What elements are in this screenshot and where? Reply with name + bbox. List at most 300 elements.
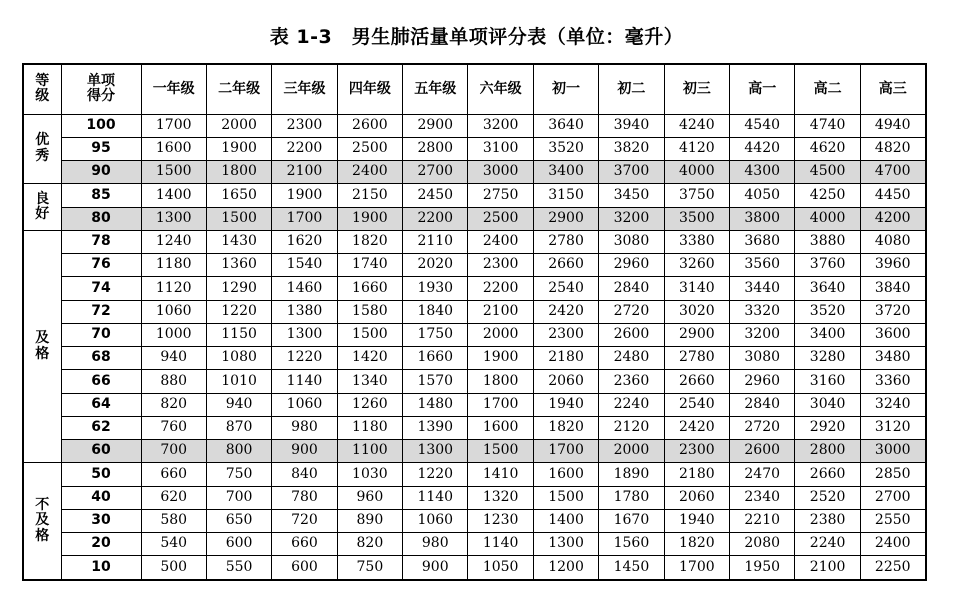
value-cell: 1140 [403, 486, 468, 509]
value-cell: 2180 [664, 463, 729, 486]
value-cell: 1010 [206, 370, 271, 393]
value-cell: 1930 [403, 277, 468, 300]
value-cell: 720 [272, 509, 337, 532]
value-cell: 1750 [403, 323, 468, 346]
value-cell: 1660 [403, 347, 468, 370]
value-cell: 2000 [206, 114, 271, 137]
grade-label-char: 格 [35, 527, 50, 544]
value-cell: 2720 [730, 416, 795, 439]
value-cell: 1200 [533, 556, 598, 580]
grade-label-char: 良 [35, 190, 50, 207]
value-cell: 3750 [664, 184, 729, 207]
grade-label [23, 114, 61, 184]
value-cell: 1150 [206, 323, 271, 346]
value-cell: 620 [141, 486, 206, 509]
value-cell: 2300 [272, 114, 337, 137]
value-cell: 2250 [860, 556, 925, 580]
value-cell: 2200 [403, 207, 468, 230]
value-cell: 3200 [730, 323, 795, 346]
value-cell: 3960 [860, 254, 925, 277]
value-cell: 2100 [795, 556, 860, 580]
value-cell: 2660 [533, 254, 598, 277]
value-cell: 2600 [337, 114, 402, 137]
value-cell: 2180 [533, 347, 598, 370]
value-cell: 2110 [403, 230, 468, 253]
value-cell: 3640 [533, 114, 598, 137]
header-column: 二年级 [206, 64, 271, 114]
value-cell: 1700 [141, 114, 206, 137]
value-cell: 2300 [664, 440, 729, 463]
value-cell: 2500 [337, 137, 402, 160]
value-cell: 1940 [533, 393, 598, 416]
value-cell: 2660 [664, 370, 729, 393]
table-row [23, 463, 926, 486]
value-cell: 1380 [272, 300, 337, 323]
table-row [23, 137, 926, 160]
value-cell: 1900 [337, 207, 402, 230]
score-cell: 95 [61, 137, 141, 160]
value-cell: 2750 [468, 184, 533, 207]
table-row [23, 416, 926, 439]
value-cell: 2420 [533, 300, 598, 323]
value-cell: 1180 [141, 254, 206, 277]
header-grade [23, 64, 61, 114]
value-cell: 1560 [599, 533, 664, 556]
value-cell: 1700 [664, 556, 729, 580]
value-cell: 840 [272, 463, 337, 486]
value-cell: 3840 [860, 277, 925, 300]
value-cell: 540 [141, 533, 206, 556]
value-cell: 2240 [795, 533, 860, 556]
score-cell: 10 [61, 556, 141, 580]
value-cell: 3400 [795, 323, 860, 346]
header-score [61, 64, 141, 114]
value-cell: 1820 [337, 230, 402, 253]
value-cell: 3020 [664, 300, 729, 323]
value-cell: 660 [141, 463, 206, 486]
value-cell: 700 [206, 486, 271, 509]
score-cell: 80 [61, 207, 141, 230]
value-cell: 960 [337, 486, 402, 509]
value-cell: 1950 [730, 556, 795, 580]
value-cell: 2900 [403, 114, 468, 137]
value-cell: 1570 [403, 370, 468, 393]
value-cell: 4250 [795, 184, 860, 207]
value-cell: 1360 [206, 254, 271, 277]
value-cell: 2600 [730, 440, 795, 463]
score-cell: 100 [61, 114, 141, 137]
value-cell: 3760 [795, 254, 860, 277]
value-cell: 4120 [664, 137, 729, 160]
value-cell: 2380 [795, 509, 860, 532]
value-cell: 1460 [272, 277, 337, 300]
value-cell: 700 [141, 440, 206, 463]
value-cell: 2000 [468, 323, 533, 346]
value-cell: 2550 [860, 509, 925, 532]
value-cell: 4940 [860, 114, 925, 137]
value-cell: 1700 [272, 207, 337, 230]
grade-label-char: 及 [35, 512, 50, 529]
page-title: 表 1-3 男生肺活量单项评分表（单位：毫升） [269, 26, 684, 48]
header-score-line: 单项 [87, 72, 115, 89]
value-cell: 2400 [468, 230, 533, 253]
value-cell: 1740 [337, 254, 402, 277]
value-cell: 760 [141, 416, 206, 439]
value-cell: 2450 [403, 184, 468, 207]
score-cell: 85 [61, 184, 141, 207]
value-cell: 880 [141, 370, 206, 393]
value-cell: 1410 [468, 463, 533, 486]
value-cell: 3000 [860, 440, 925, 463]
value-cell: 2120 [599, 416, 664, 439]
value-cell: 2960 [599, 254, 664, 277]
value-cell: 4500 [795, 161, 860, 184]
value-cell: 2600 [599, 323, 664, 346]
value-cell: 2500 [468, 207, 533, 230]
value-cell: 780 [272, 486, 337, 509]
score-cell: 20 [61, 533, 141, 556]
value-cell: 580 [141, 509, 206, 532]
value-cell: 1400 [533, 509, 598, 532]
value-cell: 2000 [599, 440, 664, 463]
header-column: 初二 [599, 64, 664, 114]
grade-label-char: 不 [35, 497, 50, 514]
value-cell: 2660 [795, 463, 860, 486]
header-column: 初一 [533, 64, 598, 114]
value-cell: 2540 [664, 393, 729, 416]
value-cell: 3160 [795, 370, 860, 393]
value-cell: 1400 [141, 184, 206, 207]
value-cell: 1600 [141, 137, 206, 160]
value-cell: 940 [206, 393, 271, 416]
value-cell: 1300 [533, 533, 598, 556]
value-cell: 1660 [337, 277, 402, 300]
value-cell: 2540 [533, 277, 598, 300]
grade-label-char: 秀 [35, 147, 50, 164]
value-cell: 1300 [272, 323, 337, 346]
value-cell: 980 [403, 533, 468, 556]
score-cell: 76 [61, 254, 141, 277]
value-cell: 1800 [206, 161, 271, 184]
value-cell: 890 [337, 509, 402, 532]
value-cell: 3100 [468, 137, 533, 160]
value-cell: 4000 [795, 207, 860, 230]
header-row [23, 64, 926, 114]
header-column: 高三 [860, 64, 925, 114]
value-cell: 3820 [599, 137, 664, 160]
table-row [23, 370, 926, 393]
value-cell: 1340 [337, 370, 402, 393]
value-cell: 2100 [272, 161, 337, 184]
grade-label [23, 230, 61, 463]
score-cell: 66 [61, 370, 141, 393]
table-header [23, 64, 926, 114]
value-cell: 1670 [599, 509, 664, 532]
grade-label-char: 及 [35, 330, 50, 347]
value-cell: 1900 [206, 137, 271, 160]
value-cell: 600 [206, 533, 271, 556]
value-cell: 900 [403, 556, 468, 580]
grade-label [23, 184, 61, 231]
value-cell: 3880 [795, 230, 860, 253]
value-cell: 1650 [206, 184, 271, 207]
table-row [23, 254, 926, 277]
header-column: 六年级 [468, 64, 533, 114]
value-cell: 2780 [664, 347, 729, 370]
value-cell: 1540 [272, 254, 337, 277]
value-cell: 1060 [272, 393, 337, 416]
value-cell: 3360 [860, 370, 925, 393]
value-cell: 800 [206, 440, 271, 463]
value-cell: 1140 [468, 533, 533, 556]
value-cell: 3520 [795, 300, 860, 323]
value-cell: 1840 [403, 300, 468, 323]
value-cell: 1700 [468, 393, 533, 416]
value-cell: 3940 [599, 114, 664, 137]
value-cell: 1480 [403, 393, 468, 416]
value-cell: 2960 [730, 370, 795, 393]
score-cell: 30 [61, 509, 141, 532]
value-cell: 1420 [337, 347, 402, 370]
value-cell: 1500 [206, 207, 271, 230]
value-cell: 3120 [860, 416, 925, 439]
table-row [23, 114, 926, 137]
value-cell: 3240 [860, 393, 925, 416]
value-cell: 3640 [795, 277, 860, 300]
score-cell: 74 [61, 277, 141, 300]
value-cell: 2240 [599, 393, 664, 416]
table-row [23, 230, 926, 253]
value-cell: 1500 [337, 323, 402, 346]
table-row [23, 161, 926, 184]
value-cell: 1220 [403, 463, 468, 486]
value-cell: 3440 [730, 277, 795, 300]
value-cell: 3500 [664, 207, 729, 230]
value-cell: 1820 [664, 533, 729, 556]
value-cell: 3800 [730, 207, 795, 230]
score-cell: 90 [61, 161, 141, 184]
value-cell: 2300 [468, 254, 533, 277]
value-cell: 4620 [795, 137, 860, 160]
value-cell: 3320 [730, 300, 795, 323]
value-cell: 2400 [860, 533, 925, 556]
value-cell: 2800 [795, 440, 860, 463]
grade-label [23, 463, 61, 580]
value-cell: 2920 [795, 416, 860, 439]
table-row [23, 347, 926, 370]
score-table [22, 63, 927, 581]
score-cell: 50 [61, 463, 141, 486]
value-cell: 4540 [730, 114, 795, 137]
value-cell: 1030 [337, 463, 402, 486]
value-cell: 2020 [403, 254, 468, 277]
header-column: 一年级 [141, 64, 206, 114]
value-cell: 2080 [730, 533, 795, 556]
value-cell: 2340 [730, 486, 795, 509]
value-cell: 3140 [664, 277, 729, 300]
value-cell: 2360 [599, 370, 664, 393]
value-cell: 1080 [206, 347, 271, 370]
header-score-line: 得分 [87, 88, 115, 105]
value-cell: 4700 [860, 161, 925, 184]
value-cell: 1390 [403, 416, 468, 439]
value-cell: 1500 [141, 161, 206, 184]
value-cell: 940 [141, 347, 206, 370]
header-grade-line: 级 [35, 88, 50, 105]
value-cell: 1890 [599, 463, 664, 486]
value-cell: 2900 [664, 323, 729, 346]
value-cell: 3380 [664, 230, 729, 253]
value-cell: 3080 [599, 230, 664, 253]
value-cell: 1450 [599, 556, 664, 580]
table-row [23, 556, 926, 580]
value-cell: 1900 [468, 347, 533, 370]
value-cell: 3000 [468, 161, 533, 184]
value-cell: 2210 [730, 509, 795, 532]
grade-label-char: 格 [35, 345, 50, 362]
value-cell: 4450 [860, 184, 925, 207]
value-cell: 1430 [206, 230, 271, 253]
value-cell: 1900 [272, 184, 337, 207]
value-cell: 3560 [730, 254, 795, 277]
value-cell: 550 [206, 556, 271, 580]
table-row [23, 323, 926, 346]
header-column: 高一 [730, 64, 795, 114]
value-cell: 3200 [468, 114, 533, 137]
table-row [23, 486, 926, 509]
header-column: 初三 [664, 64, 729, 114]
value-cell: 2780 [533, 230, 598, 253]
value-cell: 1500 [533, 486, 598, 509]
table-row [23, 393, 926, 416]
value-cell: 1140 [272, 370, 337, 393]
value-cell: 2480 [599, 347, 664, 370]
value-cell: 1600 [533, 463, 598, 486]
value-cell: 4740 [795, 114, 860, 137]
value-cell: 500 [141, 556, 206, 580]
value-cell: 1230 [468, 509, 533, 532]
value-cell: 3040 [795, 393, 860, 416]
value-cell: 3280 [795, 347, 860, 370]
value-cell: 1220 [206, 300, 271, 323]
value-cell: 4000 [664, 161, 729, 184]
header-column: 五年级 [403, 64, 468, 114]
value-cell: 1060 [141, 300, 206, 323]
value-cell: 2800 [403, 137, 468, 160]
header-column: 四年级 [337, 64, 402, 114]
value-cell: 3480 [860, 347, 925, 370]
value-cell: 4420 [730, 137, 795, 160]
value-cell: 2470 [730, 463, 795, 486]
value-cell: 2840 [730, 393, 795, 416]
table-row [23, 207, 926, 230]
table-body [23, 114, 926, 580]
value-cell: 900 [272, 440, 337, 463]
value-cell: 1780 [599, 486, 664, 509]
score-cell: 62 [61, 416, 141, 439]
score-cell: 40 [61, 486, 141, 509]
header-column: 高二 [795, 64, 860, 114]
score-cell: 70 [61, 323, 141, 346]
value-cell: 3600 [860, 323, 925, 346]
table-row [23, 440, 926, 463]
value-cell: 3720 [860, 300, 925, 323]
value-cell: 1100 [337, 440, 402, 463]
value-cell: 2100 [468, 300, 533, 323]
value-cell: 3700 [599, 161, 664, 184]
header-grade-line: 等 [35, 72, 50, 89]
value-cell: 750 [337, 556, 402, 580]
value-cell: 2200 [468, 277, 533, 300]
value-cell: 1060 [403, 509, 468, 532]
score-cell: 72 [61, 300, 141, 323]
value-cell: 1320 [468, 486, 533, 509]
value-cell: 3200 [599, 207, 664, 230]
value-cell: 660 [272, 533, 337, 556]
value-cell: 4080 [860, 230, 925, 253]
score-cell: 64 [61, 393, 141, 416]
value-cell: 4820 [860, 137, 925, 160]
score-cell: 60 [61, 440, 141, 463]
value-cell: 1220 [272, 347, 337, 370]
value-cell: 4300 [730, 161, 795, 184]
value-cell: 3680 [730, 230, 795, 253]
score-cell: 78 [61, 230, 141, 253]
table-row [23, 533, 926, 556]
value-cell: 3080 [730, 347, 795, 370]
table-row [23, 300, 926, 323]
value-cell: 1240 [141, 230, 206, 253]
value-cell: 2850 [860, 463, 925, 486]
grade-label-char: 好 [35, 206, 50, 222]
value-cell: 1600 [468, 416, 533, 439]
value-cell: 820 [141, 393, 206, 416]
value-cell: 1620 [272, 230, 337, 253]
value-cell: 2520 [795, 486, 860, 509]
table-row [23, 277, 926, 300]
value-cell: 2300 [533, 323, 598, 346]
value-cell: 1050 [468, 556, 533, 580]
table-row [23, 184, 926, 207]
value-cell: 4200 [860, 207, 925, 230]
value-cell: 3520 [533, 137, 598, 160]
value-cell: 1500 [468, 440, 533, 463]
value-cell: 2700 [860, 486, 925, 509]
value-cell: 3260 [664, 254, 729, 277]
table-row [23, 509, 926, 532]
value-cell: 2400 [337, 161, 402, 184]
value-cell: 2060 [533, 370, 598, 393]
value-cell: 3400 [533, 161, 598, 184]
value-cell: 1180 [337, 416, 402, 439]
value-cell: 1300 [141, 207, 206, 230]
value-cell: 1820 [533, 416, 598, 439]
value-cell: 1300 [403, 440, 468, 463]
value-cell: 1120 [141, 277, 206, 300]
value-cell: 1800 [468, 370, 533, 393]
value-cell: 870 [206, 416, 271, 439]
value-cell: 600 [272, 556, 337, 580]
value-cell: 2060 [664, 486, 729, 509]
value-cell: 2700 [403, 161, 468, 184]
value-cell: 1290 [206, 277, 271, 300]
value-cell: 980 [272, 416, 337, 439]
value-cell: 2900 [533, 207, 598, 230]
value-cell: 1700 [533, 440, 598, 463]
value-cell: 4050 [730, 184, 795, 207]
value-cell: 3450 [599, 184, 664, 207]
value-cell: 1580 [337, 300, 402, 323]
